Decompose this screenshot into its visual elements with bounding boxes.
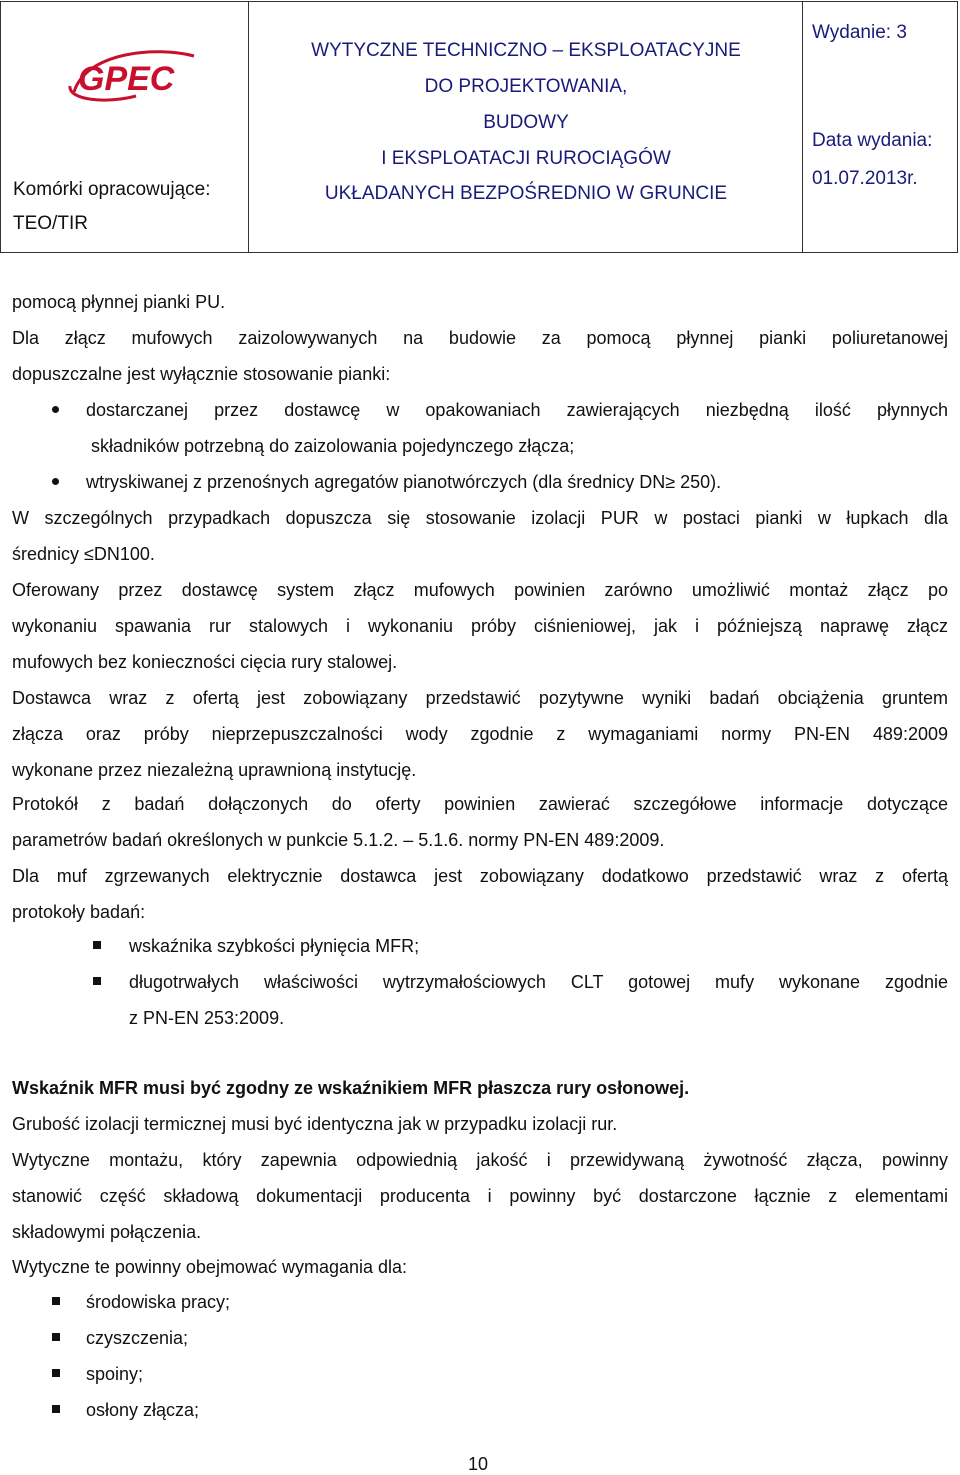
- text-line: średnicy ≤DN100.: [12, 544, 155, 564]
- square-bullet-icon: [52, 1369, 60, 1377]
- text-line: Wytyczne te powinny obejmować wymagania dla:: [12, 1257, 408, 1277]
- title-line-2: DO PROJEKTOWANIA,: [424, 76, 628, 97]
- text-line: składowymi połączenia.: [12, 1222, 202, 1242]
- date-label: Data wydania:: [812, 130, 933, 151]
- text-line: Oferowany przez dostawcę system złącz mufowych powinien zarówno umożliwić montaż złącz po: [12, 580, 948, 600]
- text-line: Grubość izolacji termicznej musi być identyczna jak w przypadku izolacji rur.: [12, 1114, 618, 1134]
- text-line: Dla złącz mufowych zaizolowywanych na budowie za pomocą płynnej pianki poliuretanowej: [12, 328, 948, 348]
- title-line-3: BUDOWY: [483, 112, 569, 133]
- square-bullet-icon: [93, 977, 101, 985]
- bullet-item: dostarczanej przez dostawcę w opakowaniach zawierających niezbędną ilość płynnych: [86, 400, 948, 420]
- bullet-item-cont: składników potrzebną do zaizolowania pojedynczego złącza;: [91, 436, 575, 456]
- list-item-cont: z PN-EN 253:2009.: [129, 1008, 285, 1028]
- date-value: 01.07.2013r.: [812, 168, 918, 189]
- text-line: wykonane przez niezależną uprawnioną instytucję.: [12, 760, 417, 780]
- list-item: osłony złącza;: [86, 1400, 200, 1420]
- square-bullet-icon: [52, 1297, 60, 1305]
- edition: Wydanie: 3: [812, 22, 907, 43]
- text-line: parametrów badań określonych w punkcie 5.1.2. – 5.1.6. normy PN-EN 489:2009.: [12, 830, 665, 850]
- list-item: spoiny;: [86, 1364, 144, 1384]
- text-line: wykonaniu spawania rur stalowych i wykonaniu próby ciśnieniowej, jak i późniejszą naprawę złącz: [12, 616, 948, 636]
- title-line-4: I EKSPLOATACJI RUROCIĄGÓW: [381, 148, 671, 169]
- text-line: protokoły badań:: [12, 902, 146, 922]
- gpec-logo: [66, 46, 198, 104]
- text-line: złącza oraz próby nieprzepuszczalności wody zgodnie z wymaganiami normy PN-EN 489:2009: [12, 724, 948, 744]
- text-line: mufowych bez konieczności cięcia rury stalowej.: [12, 652, 398, 672]
- document-header: [0, 1, 958, 253]
- units-label: Komórki opracowujące:: [13, 179, 211, 200]
- text-line: Dla muf zgrzewanych elektrycznie dostawca jest zobowiązany dodatkowo przedstawić wraz z ofertą: [12, 866, 948, 886]
- text-line: stanowić część składową dokumentacji producenta i powinny być dostarczone łącznie z elementami: [12, 1186, 948, 1206]
- title-line-1: WYTYCZNE TECHNICZNO – EKSPLOATACYJNE: [311, 40, 741, 61]
- text-line: W szczególnych przypadkach dopuszcza się stosowanie izolacji PUR w postaci pianki w łupkach dla: [12, 508, 948, 528]
- text-line: pomocą płynnej pianki PU.: [12, 292, 226, 312]
- list-item: długotrwałych właściwości wytrzymałościowych CLT gotowej mufy wykonane zgodnie: [129, 972, 948, 992]
- square-bullet-icon: [52, 1405, 60, 1413]
- header-title-cell: [249, 2, 803, 252]
- bullet-item: wtryskiwanej z przenośnych agregatów pianotwórczych (dla średnicy DN≥ 250).: [86, 472, 722, 492]
- bullet-icon: [52, 406, 59, 413]
- text-line: Wytyczne montażu, który zapewnia odpowiednią jakość i przewidywaną żywotność złącza, powinny: [12, 1150, 948, 1170]
- bold-statement: Wskaźnik MFR musi być zgodny ze wskaźnikiem MFR płaszcza rury osłonowej.: [12, 1078, 690, 1098]
- bullet-icon: [52, 478, 59, 485]
- page-number: 10: [468, 1454, 489, 1474]
- text-line: Protokół z badań dołączonych do oferty powinien zawierać szczegółowe informacje dotyczące: [12, 794, 948, 814]
- units-value: TEO/TIR: [13, 213, 88, 234]
- text-line: dopuszczalne jest wyłącznie stosowanie pianki:: [12, 364, 391, 384]
- square-bullet-icon: [52, 1333, 60, 1341]
- list-item: wskaźnika szybkości płynięcia MFR;: [129, 936, 420, 956]
- list-item: czyszczenia;: [86, 1328, 189, 1348]
- title-line-5: UKŁADANYCH BEZPOŚREDNIO W GRUNCIE: [324, 183, 728, 204]
- list-item: środowiska pracy;: [86, 1292, 231, 1312]
- svg-text:GPEC: GPEC: [78, 60, 175, 98]
- text-line: Dostawca wraz z ofertą jest zobowiązany przedstawić pozytywne wyniki badań obciążenia gruntem: [12, 688, 948, 708]
- square-bullet-icon: [93, 941, 101, 949]
- header-right-cell: [803, 2, 958, 252]
- header-left-cell: [1, 2, 249, 252]
